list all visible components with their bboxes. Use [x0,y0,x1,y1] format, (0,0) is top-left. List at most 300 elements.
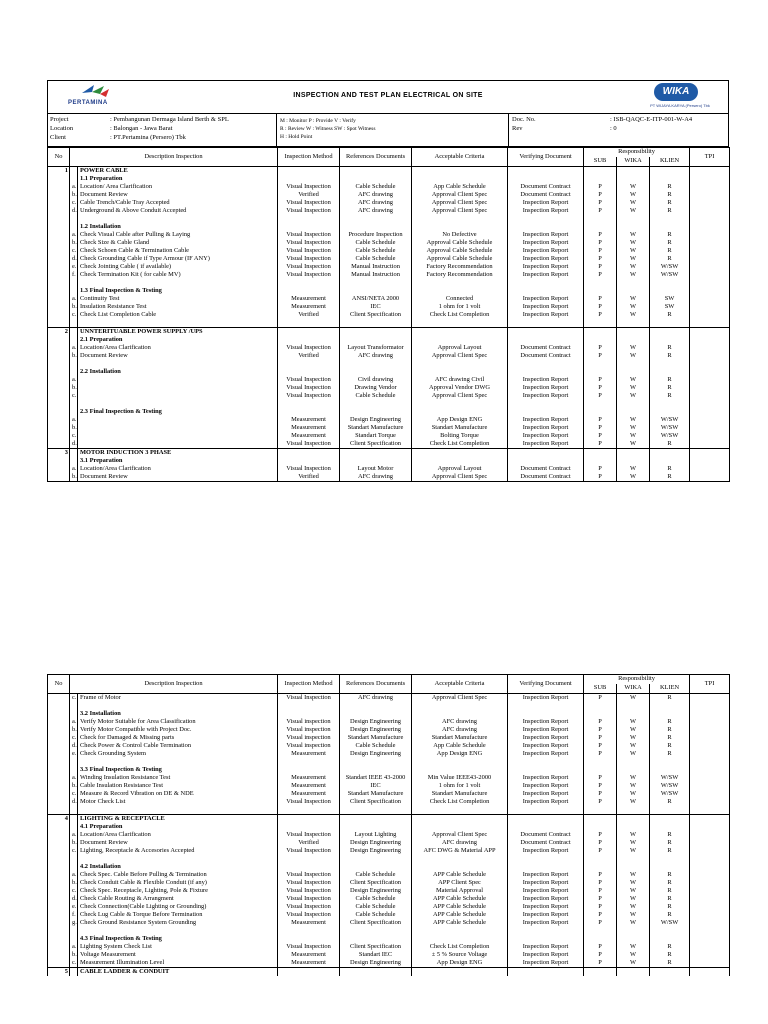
tpi-responsibility [690,271,730,279]
klien-responsibility: R [650,943,690,951]
acceptable-criteria: Factory Recommendation [412,263,508,271]
table-row [48,863,730,871]
tpi-responsibility [690,790,730,798]
tpi-responsibility [690,903,730,911]
reference-document: Design Engineering [340,839,412,847]
wika-responsibility: W [617,207,650,215]
acceptable-criteria: Approval Client Spec [412,392,508,400]
sub-responsibility: P [584,191,617,199]
row-number [48,239,70,247]
row-number [48,750,70,758]
wika-responsibility: W [617,774,650,782]
acceptable-criteria: APP Cable Schedule [412,903,508,911]
acceptable-criteria [412,758,508,766]
item-letter: d. [70,798,78,806]
wika-responsibility: W [617,798,650,806]
item-letter: c. [70,247,78,255]
description: 3.2 Installation [78,710,278,718]
sub-responsibility [584,927,617,935]
inspection-method [278,368,340,376]
description: Measure & Record Vibration on DE & NDE [78,790,278,798]
item-letter: a. [70,831,78,839]
info-divider [276,114,277,146]
sub-responsibility: P [584,465,617,473]
reference-document: Standart IEEE 43-2000 [340,774,412,782]
klien-responsibility: R [650,750,690,758]
table-row [48,935,730,943]
inspection-method: Verified [278,191,340,199]
item-letter [70,319,78,328]
row-number [48,879,70,887]
table-row [48,319,730,328]
sub-responsibility [584,766,617,774]
sub-responsibility [584,855,617,863]
reference-document: AFC drawing [340,352,412,360]
klien-responsibility: R [650,911,690,919]
wika-responsibility: W [617,871,650,879]
item-letter: a. [70,774,78,782]
klien-responsibility: R [650,887,690,895]
verifying-document: Inspection Report [508,384,584,392]
verifying-document [508,766,584,774]
description [78,702,278,710]
acceptable-criteria [412,223,508,231]
itp-rows-page-2 [48,694,730,977]
row-number [48,895,70,903]
wika-responsibility: W [617,183,650,191]
tpi-responsibility [690,815,730,824]
inspection-method: Visual Inspection [278,392,340,400]
acceptable-criteria: AFC drawing [412,726,508,734]
description [78,360,278,368]
verifying-document: Inspection Report [508,239,584,247]
description: Winding Insulation Resistance Test [78,774,278,782]
verifying-document: Inspection Report [508,959,584,968]
klien-responsibility: W/SW [650,432,690,440]
itp-rows-page-1 [48,167,730,482]
wika-responsibility: W [617,311,650,319]
wika-responsibility: W [617,424,650,432]
itp-sheet-page-2 [47,674,729,976]
col-header-klien: KLIEN [650,157,690,167]
reference-document [340,223,412,231]
reference-document [340,175,412,183]
table-row [48,806,730,815]
acceptable-criteria [412,815,508,824]
verifying-document: Inspection Report [508,726,584,734]
inspection-method: Measurement [278,782,340,790]
table-row [48,726,730,734]
klien-responsibility: R [650,879,690,887]
inspection-method: Visual Inspection [278,911,340,919]
col-header-description: Description Inspection [70,148,278,167]
col-header-description: Description Inspection [70,675,278,694]
row-number [48,352,70,360]
row-number [48,255,70,263]
reference-document [340,815,412,824]
item-letter: d. [70,207,78,215]
description: Cable Insulation Resistance Test [78,782,278,790]
verifying-document [508,368,584,376]
inspection-method: Visual inspection [278,726,340,734]
legend-line-2: R : Review W : Witness SW : Spot Witness [280,126,376,132]
klien-responsibility: R [650,959,690,968]
reference-document: Cable Schedule [340,255,412,263]
reference-document: Cable Schedule [340,911,412,919]
klien-responsibility [650,319,690,328]
description: Lighting System Check List [78,943,278,951]
tpi-responsibility [690,911,730,919]
sub-responsibility [584,279,617,287]
table-row [48,750,730,758]
inspection-method [278,223,340,231]
klien-responsibility [650,702,690,710]
sub-responsibility: P [584,742,617,750]
inspection-method [278,702,340,710]
tpi-responsibility [690,175,730,183]
row-number [48,440,70,449]
table-row [48,183,730,191]
description: 2.1 Preparation [78,336,278,344]
row-number [48,199,70,207]
acceptable-criteria: Approval Cable Schedule [412,255,508,263]
item-letter [70,167,78,176]
verifying-document: Inspection Report [508,231,584,239]
acceptable-criteria: Check List Completion [412,798,508,806]
table-row [48,207,730,215]
table-row [48,392,730,400]
klien-responsibility [650,935,690,943]
acceptable-criteria: Approval Cable Schedule [412,239,508,247]
acceptable-criteria: Approval Client Spec [412,831,508,839]
verifying-document [508,935,584,943]
description: Check Grounding System [78,750,278,758]
description: 4.1 Preparation [78,823,278,831]
inspection-method: Visual Inspection [278,255,340,263]
sub-responsibility: P [584,919,617,927]
inspection-method [278,400,340,408]
klien-responsibility [650,368,690,376]
wika-responsibility: W [617,903,650,911]
table-row [48,718,730,726]
wika-responsibility [617,287,650,295]
item-letter [70,968,78,977]
table-row [48,336,730,344]
wika-responsibility [617,815,650,824]
table-row [48,465,730,473]
acceptable-criteria: Standart Manufacture [412,734,508,742]
description: Check Lug Cable & Torque Before Termination [78,911,278,919]
wika-responsibility [617,855,650,863]
verifying-document [508,223,584,231]
description [78,279,278,287]
wika-responsibility: W [617,895,650,903]
table-row [48,416,730,424]
inspection-method [278,319,340,328]
klien-responsibility: R [650,742,690,750]
table-row [48,879,730,887]
row-number [48,806,70,815]
pertamina-logo [54,83,136,111]
description: Check Termination Kit ( for cable MV) [78,271,278,279]
item-letter: e. [70,263,78,271]
verifying-document [508,287,584,295]
reference-document: Manual Instruction [340,263,412,271]
verifying-document: Inspection Report [508,207,584,215]
wika-responsibility: W [617,231,650,239]
description [78,432,278,440]
klien-responsibility [650,863,690,871]
tpi-responsibility [690,360,730,368]
klien-responsibility: R [650,376,690,384]
inspection-method: Measurement [278,919,340,927]
reference-document: IEC [340,303,412,311]
reference-document [340,408,412,416]
table-row [48,457,730,465]
item-letter: b. [70,239,78,247]
table-row [48,790,730,798]
verifying-document [508,336,584,344]
tpi-responsibility [690,400,730,408]
inspection-method [278,279,340,287]
reference-document: Design Engineering [340,847,412,855]
tpi-responsibility [690,311,730,319]
sub-responsibility: P [584,295,617,303]
wika-responsibility: W [617,199,650,207]
verifying-document [508,815,584,824]
verifying-document: Inspection Report [508,943,584,951]
document-title: INSPECTION AND TEST PLAN ELECTRICAL ON SITE [293,92,483,99]
description [78,384,278,392]
item-letter: a. [70,465,78,473]
inspection-method [278,175,340,183]
reference-document [340,449,412,458]
reference-document: Client Specification [340,919,412,927]
inspection-method [278,710,340,718]
inspection-method: Visual Inspection [278,871,340,879]
tpi-responsibility [690,750,730,758]
item-letter [70,758,78,766]
row-number [48,392,70,400]
col-header-wika: WIKA [617,157,650,167]
verifying-document [508,279,584,287]
table-row [48,774,730,782]
table-row [48,903,730,911]
verifying-document: Inspection Report [508,774,584,782]
tpi-responsibility [690,758,730,766]
wika-responsibility: W [617,465,650,473]
sub-responsibility: P [584,943,617,951]
wika-responsibility: W [617,726,650,734]
tpi-responsibility [690,806,730,815]
description [78,376,278,384]
acceptable-criteria: Approval Layout [412,344,508,352]
sub-responsibility: P [584,231,617,239]
reference-document: AFC drawing [340,191,412,199]
inspection-method: Visual Inspection [278,376,340,384]
sub-responsibility [584,287,617,295]
row-number [48,774,70,782]
table-row [48,815,730,824]
sub-responsibility: P [584,951,617,959]
col-header-verifying: Verifying Document [508,148,584,167]
klien-responsibility: R [650,734,690,742]
reference-document: Cable Schedule [340,895,412,903]
klien-responsibility: W/SW [650,774,690,782]
klien-responsibility: R [650,311,690,319]
tpi-responsibility [690,255,730,263]
sub-responsibility: P [584,303,617,311]
col-header-references: References Documents [340,675,412,694]
wika-responsibility [617,702,650,710]
acceptable-criteria: Approval Vendor DWG [412,384,508,392]
col-header-criteria: Acceptable Criteria [412,148,508,167]
verifying-document [508,175,584,183]
reference-document [340,968,412,977]
acceptable-criteria [412,823,508,831]
reference-document: Cable Schedule [340,247,412,255]
klien-responsibility: W/SW [650,416,690,424]
row-number [48,279,70,287]
item-letter: c. [70,392,78,400]
acceptable-criteria: ± 5 % Source Voltage [412,951,508,959]
inspection-method [278,287,340,295]
klien-responsibility: R [650,895,690,903]
inspection-method: Measurement [278,295,340,303]
sub-responsibility: P [584,311,617,319]
item-letter [70,702,78,710]
wika-responsibility [617,968,650,977]
wika-responsibility: W [617,473,650,482]
wika-responsibility: W [617,432,650,440]
description: Motor Check List [78,798,278,806]
tpi-responsibility [690,473,730,482]
item-letter: b. [70,782,78,790]
description: Document Review [78,352,278,360]
tpi-responsibility [690,935,730,943]
sub-responsibility: P [584,247,617,255]
sub-responsibility [584,360,617,368]
verifying-document: Inspection Report [508,790,584,798]
row-number [48,887,70,895]
description: Check for Damaged & Missing parts [78,734,278,742]
sub-responsibility: P [584,911,617,919]
inspection-method [278,927,340,935]
sub-responsibility: P [584,903,617,911]
tpi-responsibility [690,384,730,392]
item-letter: b. [70,303,78,311]
sub-responsibility: P [584,255,617,263]
sub-responsibility: P [584,726,617,734]
row-number [48,863,70,871]
description: Check Cable Routing & Arrangment [78,895,278,903]
tpi-responsibility [690,847,730,855]
klien-responsibility [650,279,690,287]
tpi-responsibility [690,336,730,344]
verifying-document: Inspection Report [508,376,584,384]
row-number [48,231,70,239]
wika-responsibility: W [617,239,650,247]
table-row [48,408,730,416]
reference-document: Client Specification [340,879,412,887]
verifying-document: Document Contract [508,191,584,199]
row-number [48,303,70,311]
tpi-responsibility [690,223,730,231]
table-row [48,239,730,247]
wika-responsibility: W [617,295,650,303]
table-row [48,344,730,352]
sub-responsibility: P [584,847,617,855]
item-letter: a. [70,231,78,239]
sub-responsibility: P [584,473,617,482]
verifying-document [508,855,584,863]
acceptable-criteria [412,287,508,295]
wika-responsibility [617,223,650,231]
description [78,319,278,328]
tpi-responsibility [690,376,730,384]
wika-responsibility: W [617,263,650,271]
verifying-document [508,167,584,176]
inspection-method: Verified [278,311,340,319]
table-row [48,360,730,368]
inspection-method: Visual Inspection [278,887,340,895]
item-letter: c. [70,887,78,895]
sub-responsibility [584,449,617,458]
table-row [48,943,730,951]
item-letter [70,935,78,943]
pertamina-flame-icon [80,83,110,99]
inspection-method [278,935,340,943]
inspection-method [278,360,340,368]
klien-responsibility: SW [650,295,690,303]
inspection-method [278,167,340,176]
klien-responsibility: R [650,694,690,703]
reference-document: Layout Motor [340,465,412,473]
sub-responsibility: P [584,384,617,392]
wika-responsibility: W [617,790,650,798]
wika-responsibility: W [617,440,650,449]
description [78,400,278,408]
wika-responsibility: W [617,734,650,742]
wika-responsibility: W [617,742,650,750]
wika-responsibility: W [617,782,650,790]
row-number [48,911,70,919]
reference-document: Design Engineering [340,750,412,758]
acceptable-criteria: Bolting Torque [412,432,508,440]
doc-no-value: : ISB-QAQC-E-ITP-001-W-A4 [610,116,693,123]
inspection-method: Visual Inspection [278,798,340,806]
tpi-responsibility [690,887,730,895]
item-letter [70,279,78,287]
inspection-method: Visual inspection [278,718,340,726]
acceptable-criteria [412,400,508,408]
table-row [48,311,730,319]
row-number: 4 [48,815,70,824]
description: 1.3 Final Inspection & Testing [78,287,278,295]
item-letter: a. [70,871,78,879]
verifying-document [508,457,584,465]
tpi-responsibility [690,943,730,951]
acceptable-criteria: Material Approval [412,887,508,895]
tpi-responsibility [690,951,730,959]
inspection-method: Measurement [278,750,340,758]
klien-responsibility: W/SW [650,919,690,927]
verifying-document: Inspection Report [508,440,584,449]
item-letter: g. [70,919,78,927]
table-row [48,887,730,895]
table-row [48,895,730,903]
row-number [48,847,70,855]
